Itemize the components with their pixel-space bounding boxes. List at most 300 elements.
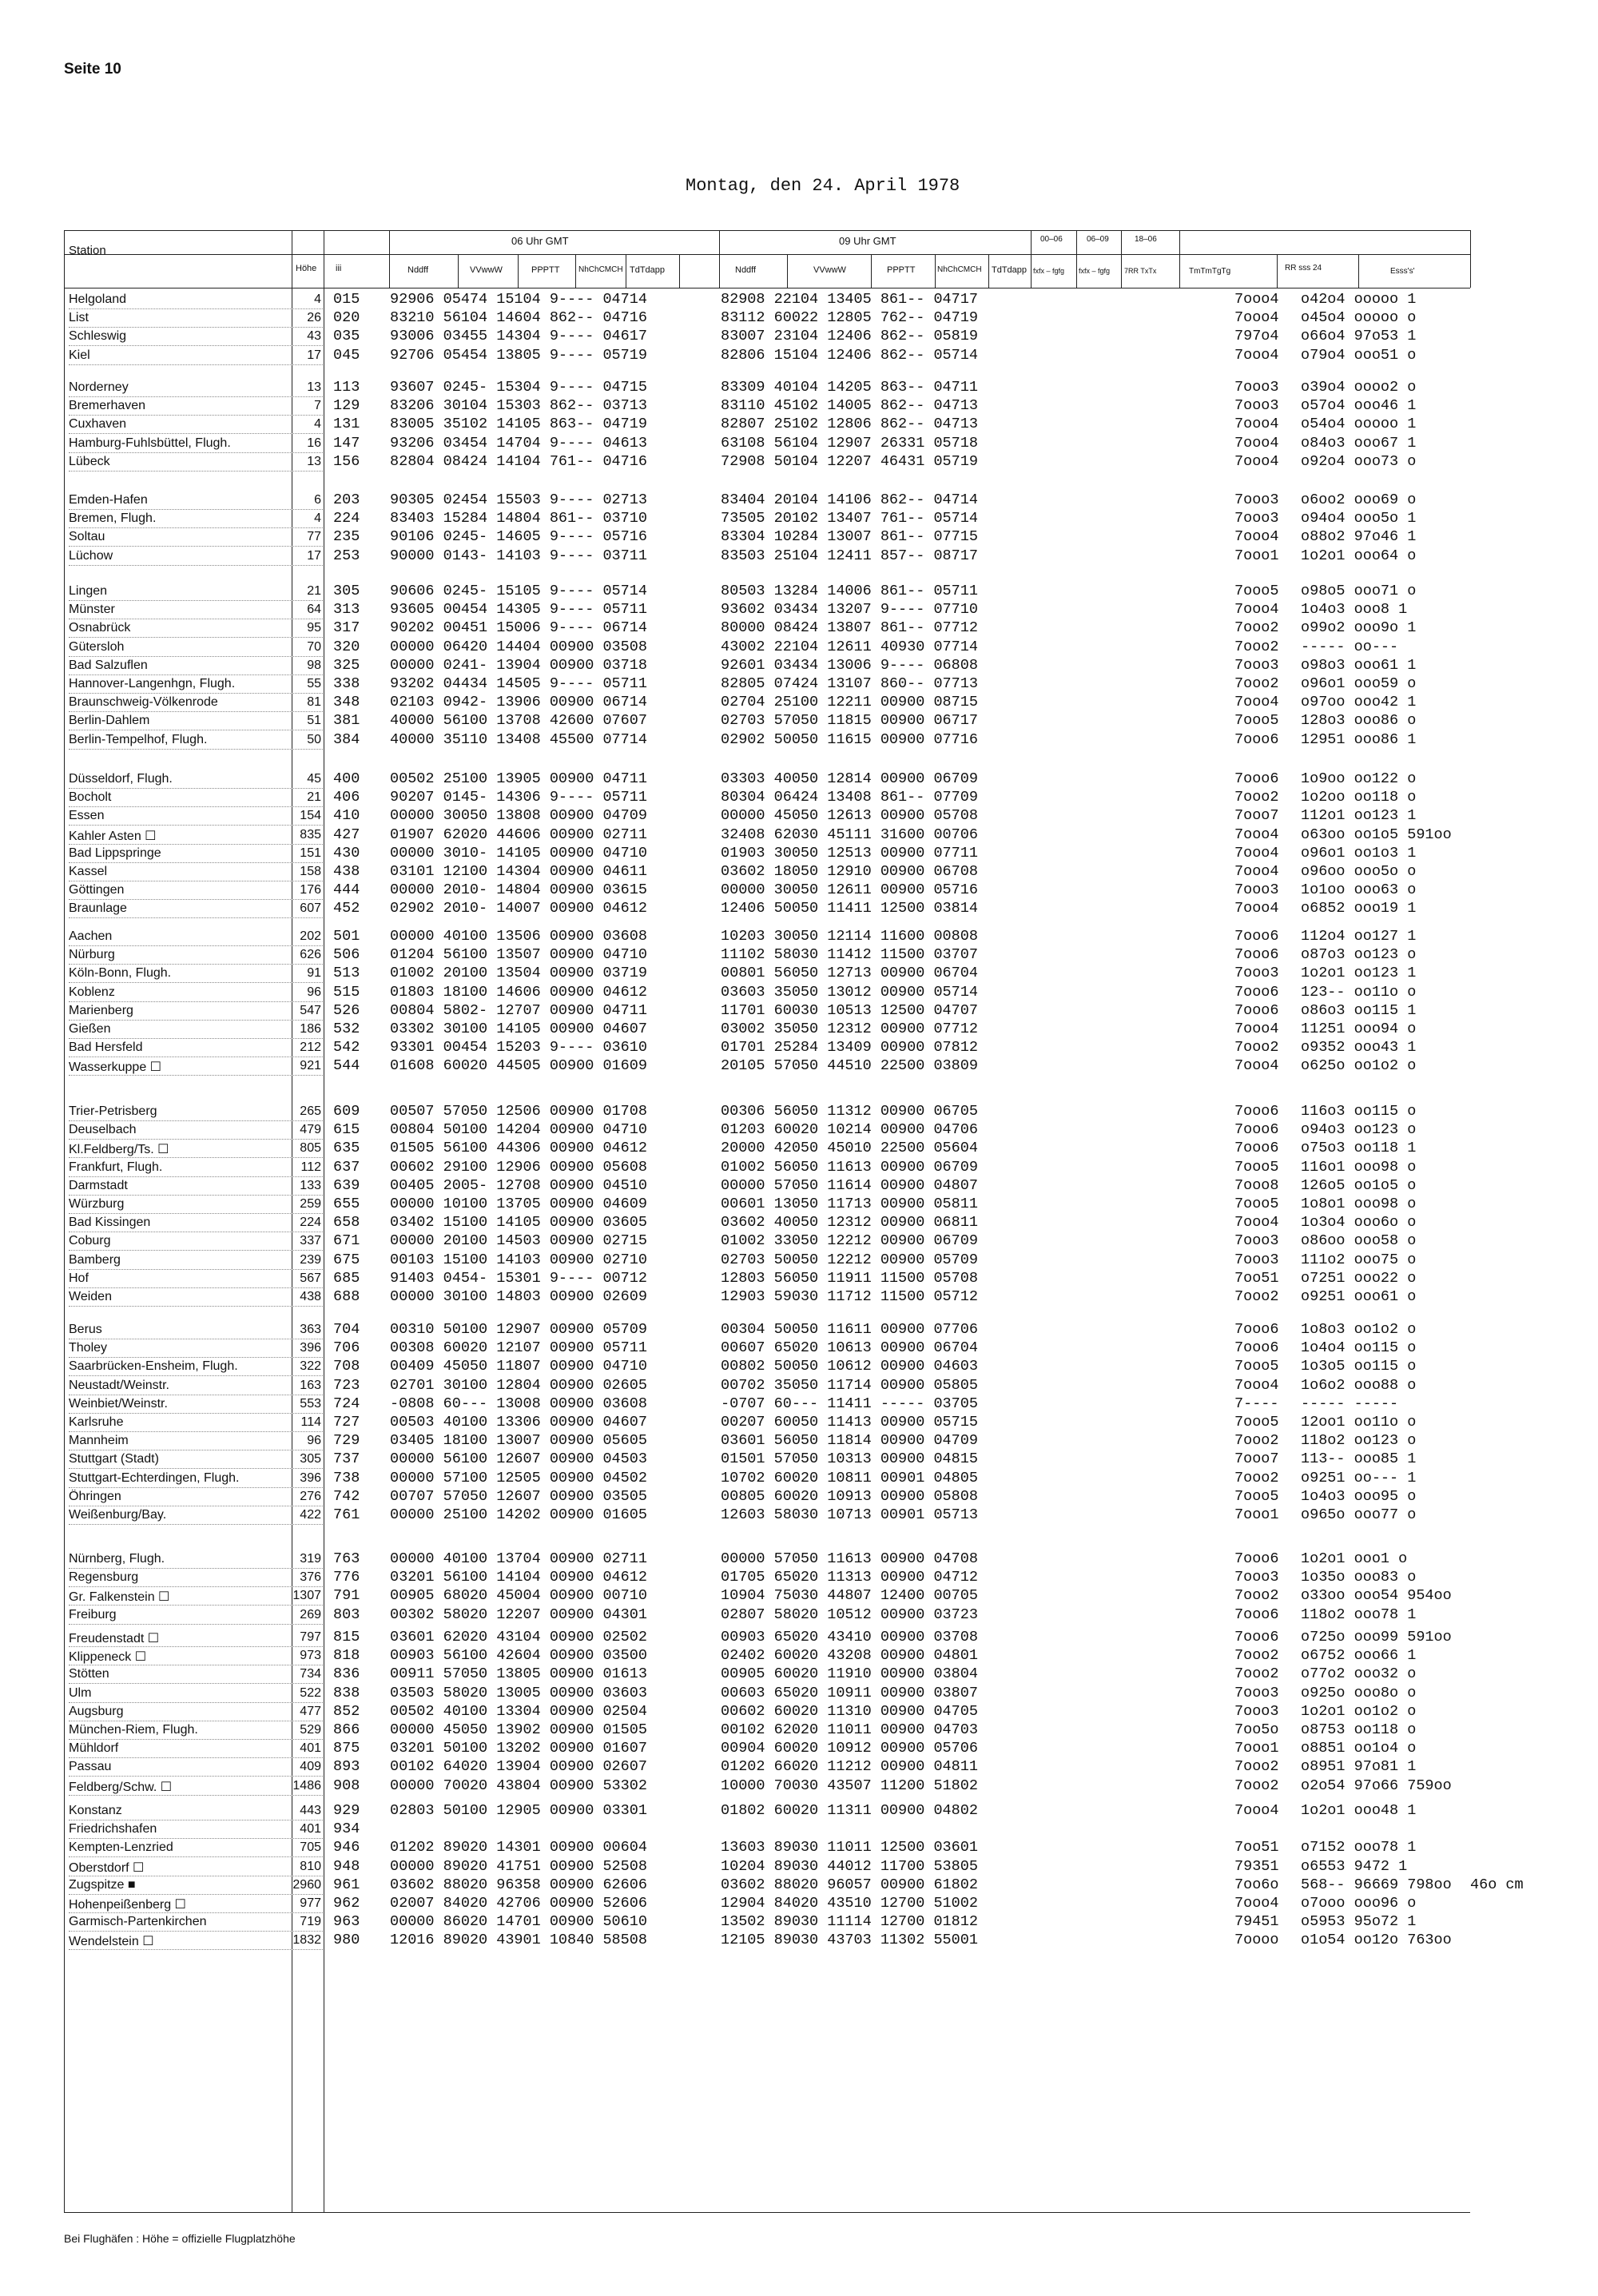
station-hoehe: 163 xyxy=(300,1379,321,1392)
station-name: Lingen xyxy=(69,584,108,598)
table-row xyxy=(0,946,1598,965)
precip-values: 1o8o1 ooo98 o xyxy=(1301,1196,1417,1212)
station-name: Deuselbach xyxy=(69,1123,137,1136)
extreme-temp: 7ooo3 xyxy=(1234,491,1279,508)
extreme-temp: 7ooo4 xyxy=(1234,694,1279,710)
obs-06-gmt: 12016 89020 43901 10840 58508 xyxy=(390,1932,647,1948)
station-name: Stötten xyxy=(69,1667,109,1681)
obs-09-gmt: 63108 56104 12907 26331 05718 xyxy=(721,435,978,452)
obs-09-gmt: 83007 23104 12406 862-- 05819 xyxy=(721,328,978,344)
table-row xyxy=(0,1232,1598,1251)
station-iii: 962 xyxy=(333,1895,360,1912)
obs-06-gmt: 00000 06420 14404 00900 03508 xyxy=(390,639,647,655)
station-hoehe: 438 xyxy=(300,1290,321,1303)
table-row xyxy=(0,1414,1598,1432)
station-iii: 727 xyxy=(333,1414,360,1431)
precip-values: 1o4o3 ooo95 o xyxy=(1301,1488,1417,1505)
precip-values: 112o4 oo127 1 xyxy=(1301,928,1417,945)
obs-06-gmt: 90000 0143- 14103 9---- 03711 xyxy=(390,547,647,564)
station-name: Stuttgart (Stadt) xyxy=(69,1452,159,1466)
station-hoehe: 1307 xyxy=(292,1589,321,1602)
station-hoehe: 319 xyxy=(300,1552,321,1566)
row-dotted-rule xyxy=(69,1075,323,1076)
table-row xyxy=(0,1587,1598,1606)
obs-09-gmt: 80503 13284 14006 861-- 05711 xyxy=(721,583,978,599)
table-row xyxy=(0,416,1598,434)
obs-09-gmt: 10203 30050 12114 11600 00808 xyxy=(721,928,978,945)
extreme-temp: 7ooo6 xyxy=(1234,1606,1279,1623)
station-hoehe: 55 xyxy=(307,677,321,690)
extreme-temp: 7ooo3 xyxy=(1234,1251,1279,1268)
obs-09-gmt: 00607 65020 10613 00900 06704 xyxy=(721,1339,978,1356)
station-hoehe: 212 xyxy=(300,1041,321,1054)
station-hoehe: 96 xyxy=(307,985,321,999)
extreme-temp: 7ooo4 xyxy=(1234,826,1279,843)
obs-09-gmt: 01202 66020 11212 00900 04811 xyxy=(721,1758,978,1775)
obs-06-gmt: 82804 08424 14104 761-- 04716 xyxy=(390,453,647,470)
extreme-temp: 7ooo6 xyxy=(1234,1002,1279,1019)
obs-06-gmt: 93206 03454 14704 9---- 04613 xyxy=(390,435,647,452)
obs-06-gmt: 00000 20100 14503 00900 02715 xyxy=(390,1232,647,1249)
obs-06-gmt: 03402 15100 14105 00900 03605 xyxy=(390,1214,647,1231)
station-iii: 963 xyxy=(333,1913,360,1930)
table-row xyxy=(0,1488,1598,1506)
table-row xyxy=(0,826,1598,845)
station-hoehe: 1832 xyxy=(292,1933,321,1947)
station-name: Berlin-Tempelhof, Flugh. xyxy=(69,733,208,746)
station-hoehe: 337 xyxy=(300,1234,321,1247)
table-row xyxy=(0,928,1598,946)
precip-values: 1o8o3 oo1o2 o xyxy=(1301,1321,1417,1338)
table-row xyxy=(0,1913,1598,1932)
precip-values: o7ooo ooo96 o xyxy=(1301,1895,1417,1912)
station-iii: 384 xyxy=(333,731,360,748)
obs-06-gmt: 00405 2005- 12708 00900 04510 xyxy=(390,1177,647,1194)
precip-values: o96o1 oo1o3 1 xyxy=(1301,845,1417,861)
precip-values: 116o1 ooo98 o xyxy=(1301,1159,1417,1176)
station-name: Emden-Hafen xyxy=(69,493,148,507)
extreme-temp: 7ooo2 xyxy=(1234,1647,1279,1664)
station-iii: 836 xyxy=(333,1665,360,1682)
station-iii: 639 xyxy=(333,1177,360,1194)
obs-09-gmt: 02704 25100 12211 00900 08715 xyxy=(721,694,978,710)
station-name: Bamberg xyxy=(69,1253,121,1267)
station-hoehe: 401 xyxy=(300,1822,321,1836)
extreme-temp: 7ooo6 xyxy=(1234,1339,1279,1356)
header-period-18-06: 18–06 xyxy=(1135,235,1157,244)
station-name: Berus xyxy=(69,1323,102,1336)
table-row xyxy=(0,712,1598,730)
obs-09-gmt: 01203 60020 10214 00900 04706 xyxy=(721,1121,978,1138)
station-hoehe: 259 xyxy=(300,1197,321,1211)
extreme-temp: 7ooo2 xyxy=(1234,1288,1279,1305)
obs-06-gmt: 01002 20100 13504 00900 03719 xyxy=(390,965,647,981)
table-row xyxy=(0,1103,1598,1121)
table-row xyxy=(0,491,1598,510)
station-hoehe: 45 xyxy=(307,772,321,786)
station-name: Augsburg xyxy=(69,1705,124,1718)
table-row xyxy=(0,1740,1598,1758)
station-hoehe: 81 xyxy=(307,695,321,709)
obs-09-gmt: 02402 60020 43208 00900 04801 xyxy=(721,1647,978,1664)
station-hoehe: 977 xyxy=(300,1896,321,1910)
station-iii: 020 xyxy=(333,309,360,326)
extreme-temp: 7ooo2 xyxy=(1234,1665,1279,1682)
station-name: Berlin-Dahlem xyxy=(69,714,150,727)
row-dotted-rule xyxy=(69,982,323,983)
station-hoehe: 529 xyxy=(300,1723,321,1737)
station-iii: 675 xyxy=(333,1251,360,1268)
obs-06-gmt: 00911 57050 13805 00900 01613 xyxy=(390,1665,647,1682)
obs-09-gmt: 00603 65020 10911 00900 03807 xyxy=(721,1685,978,1701)
extreme-temp: 7ooo3 xyxy=(1234,397,1279,414)
station-iii: 738 xyxy=(333,1470,360,1486)
obs-06-gmt: 00000 30050 13808 00900 04709 xyxy=(390,807,647,824)
station-name: Wendelstein ☐ xyxy=(69,1935,154,1948)
extreme-temp: 7ooo6 xyxy=(1234,1550,1279,1567)
station-hoehe: 973 xyxy=(300,1649,321,1662)
obs-09-gmt: 00207 60050 11413 00900 05715 xyxy=(721,1414,978,1431)
obs-09-gmt: 00905 60020 11910 00900 03804 xyxy=(721,1665,978,1682)
row-dotted-rule xyxy=(69,825,323,826)
extreme-temp: 7ooo6 xyxy=(1234,984,1279,1001)
station-iii: 658 xyxy=(333,1214,360,1231)
precip-values: o99o2 ooo9o 1 xyxy=(1301,619,1417,636)
extreme-temp: 797o4 xyxy=(1234,328,1279,344)
obs-09-gmt: 82805 07424 13107 860-- 07713 xyxy=(721,675,978,692)
precip-values: 128o3 ooo86 o xyxy=(1301,712,1417,729)
precip-values: o33oo ooo54 954oo xyxy=(1301,1587,1452,1604)
obs-09-gmt: 02902 50050 11615 00900 07716 xyxy=(721,731,978,748)
table-row xyxy=(0,1932,1598,1950)
station-iii: 313 xyxy=(333,601,360,618)
precip-values: o9251 ooo61 o xyxy=(1301,1288,1417,1305)
station-iii: 400 xyxy=(333,770,360,787)
station-iii: 430 xyxy=(333,845,360,861)
station-hoehe: 133 xyxy=(300,1179,321,1192)
obs-06-gmt: 93607 0245- 15304 9---- 04715 xyxy=(390,379,647,396)
obs-09-gmt: 12803 56050 11911 11500 05708 xyxy=(721,1270,978,1287)
header-td-09: TdTdapp xyxy=(992,265,1028,275)
precip-values: o1o54 oo12o 763oo xyxy=(1301,1932,1452,1948)
precip-values: 568-- 96669 798oo xyxy=(1301,1876,1452,1893)
extreme-temp: 7ooo2 xyxy=(1234,675,1279,692)
station-name: Freiburg xyxy=(69,1608,117,1622)
table-row xyxy=(0,453,1598,472)
obs-06-gmt: 01907 62020 44606 00900 02711 xyxy=(390,826,647,843)
header-fx-1: fxfx – fgfg xyxy=(1033,267,1065,275)
obs-06-gmt: 02007 84020 42706 00900 52606 xyxy=(390,1895,647,1912)
obs-09-gmt: 00306 56050 11312 00900 06705 xyxy=(721,1103,978,1120)
extreme-temp: 7ooo4 xyxy=(1234,347,1279,364)
station-hoehe: 154 xyxy=(300,809,321,822)
obs-09-gmt: 83304 10284 13007 861-- 07715 xyxy=(721,528,978,545)
obs-06-gmt: 01202 89020 14301 00900 00604 xyxy=(390,1839,647,1856)
precip-values: o7152 ooo78 1 xyxy=(1301,1839,1417,1856)
precip-values: 1o35o ooo83 o xyxy=(1301,1569,1417,1586)
obs-06-gmt: 00308 60020 12107 00900 05711 xyxy=(390,1339,647,1356)
obs-06-gmt: 90606 0245- 15105 9---- 05714 xyxy=(390,583,647,599)
extreme-temp: 7ooo4 xyxy=(1234,1802,1279,1819)
extreme-temp: 7ooo5 xyxy=(1234,712,1279,729)
extreme-temp: 7ooo4 xyxy=(1234,291,1279,308)
station-iii: 776 xyxy=(333,1569,360,1586)
extreme-temp: 7ooo6 xyxy=(1234,1629,1279,1645)
obs-06-gmt: 92706 05454 13805 9---- 05719 xyxy=(390,347,647,364)
station-iii: 203 xyxy=(333,491,360,508)
obs-06-gmt: 00000 10100 13705 00900 04609 xyxy=(390,1196,647,1212)
extreme-temp: 7ooo2 xyxy=(1234,619,1279,636)
table-row xyxy=(0,1450,1598,1469)
precip-values: o63oo oo1o5 591oo xyxy=(1301,826,1452,843)
obs-06-gmt: 93006 03455 14304 9---- 04617 xyxy=(390,328,647,344)
precip-values: o7251 ooo22 o xyxy=(1301,1270,1417,1287)
station-iii: 325 xyxy=(333,657,360,674)
station-name: Lübeck xyxy=(69,455,110,468)
precip-values: 1o3o5 oo115 o xyxy=(1301,1358,1417,1375)
extreme-temp: 7ooo6 xyxy=(1234,946,1279,963)
station-iii: 948 xyxy=(333,1858,360,1875)
obs-09-gmt: 80000 08424 13807 861-- 07712 xyxy=(721,619,978,636)
extreme-temp: 7ooo6 xyxy=(1234,1140,1279,1156)
extreme-temp: 7ooo3 xyxy=(1234,1232,1279,1249)
obs-06-gmt: -0808 60--- 13008 00900 03608 xyxy=(390,1395,647,1412)
obs-06-gmt: 00000 3010- 14105 00900 04710 xyxy=(390,845,647,861)
precip-values: o42o4 ooooo 1 xyxy=(1301,291,1417,308)
table-row xyxy=(0,1506,1598,1525)
station-iii: 131 xyxy=(333,416,360,432)
extreme-temp: 7ooo4 xyxy=(1234,309,1279,326)
obs-09-gmt: 93602 03434 13207 9---- 07710 xyxy=(721,601,978,618)
station-name: Cuxhaven xyxy=(69,417,127,431)
row-dotted-rule xyxy=(69,1856,323,1857)
station-name: Neustadt/Weinstr. xyxy=(69,1379,169,1392)
table-row xyxy=(0,1432,1598,1450)
obs-06-gmt: 03302 30100 14105 00900 04607 xyxy=(390,1021,647,1037)
obs-06-gmt: 00507 57050 12506 00900 01708 xyxy=(390,1103,647,1120)
obs-09-gmt: 00805 60020 10913 00900 05808 xyxy=(721,1488,978,1505)
row-dotted-rule xyxy=(69,345,323,346)
extreme-temp: 79451 xyxy=(1234,1913,1279,1930)
obs-06-gmt: 40000 35110 13408 45500 07714 xyxy=(390,731,647,748)
station-iii: 685 xyxy=(333,1270,360,1287)
extreme-temp: 7ooo8 xyxy=(1234,1177,1279,1194)
extreme-temp: 7ooo3 xyxy=(1234,1685,1279,1701)
obs-06-gmt: 83005 35102 14105 863-- 04719 xyxy=(390,416,647,432)
obs-09-gmt: 82806 15104 12406 862-- 05714 xyxy=(721,347,978,364)
station-iii: 866 xyxy=(333,1721,360,1738)
precip-values: 123-- oo11o o xyxy=(1301,984,1417,1001)
station-name: Nürnberg, Flugh. xyxy=(69,1552,165,1566)
station-hoehe: 6 xyxy=(314,493,321,507)
extreme-temp: 7ooo1 xyxy=(1234,547,1279,564)
station-name: Wasserkuppe ☐ xyxy=(69,1060,162,1074)
obs-09-gmt: 01903 30050 12513 00900 07711 xyxy=(721,845,978,861)
obs-09-gmt: 10204 89030 44012 11700 53805 xyxy=(721,1858,978,1875)
row-dotted-rule xyxy=(69,1624,323,1625)
header-nh-06: NhChCMCH xyxy=(578,265,623,274)
precip-values: 126o5 oo1o5 o xyxy=(1301,1177,1417,1194)
station-iii: 438 xyxy=(333,863,360,880)
table-row xyxy=(0,510,1598,528)
station-name: Zugspitze ■ xyxy=(69,1878,136,1892)
extreme-temp: 7oo5o xyxy=(1234,1721,1279,1738)
extreme-temp: 7ooo3 xyxy=(1234,881,1279,898)
station-name: Hamburg-Fuhlsbüttel, Flugh. xyxy=(69,436,231,450)
station-name: Braunschweig-Völkenrode xyxy=(69,695,218,709)
extreme-temp: 7ooo3 xyxy=(1234,510,1279,527)
obs-06-gmt: 02103 0942- 13906 00900 06714 xyxy=(390,694,647,710)
station-hoehe: 363 xyxy=(300,1323,321,1336)
table-row xyxy=(0,1802,1598,1820)
station-name: Essen xyxy=(69,809,105,822)
row-dotted-rule xyxy=(69,1306,323,1307)
table-row xyxy=(0,1820,1598,1839)
station-name: Tholey xyxy=(69,1341,108,1355)
obs-09-gmt: 00903 65020 43410 00900 03708 xyxy=(721,1629,978,1645)
extreme-temp: 7ooo6 xyxy=(1234,1321,1279,1338)
header-station: Station xyxy=(69,244,106,257)
station-name: Bad Lippspringe xyxy=(69,846,161,860)
table-row xyxy=(0,291,1598,309)
station-name: Mühldorf xyxy=(69,1741,119,1755)
table-row xyxy=(0,379,1598,397)
station-hoehe: 4 xyxy=(314,292,321,306)
extreme-temp: 7ooo2 xyxy=(1234,1432,1279,1449)
station-name: Bremerhaven xyxy=(69,399,146,412)
station-iii: 224 xyxy=(333,510,360,527)
extreme-temp: 7ooo2 xyxy=(1234,789,1279,806)
table-row xyxy=(0,789,1598,807)
obs-09-gmt: 10702 60020 10811 00901 04805 xyxy=(721,1470,978,1486)
header-td-06: TdTdapp xyxy=(630,265,666,275)
row-dotted-rule xyxy=(69,1524,323,1525)
extreme-temp: 7ooo4 xyxy=(1234,416,1279,432)
extreme-temp: 7ooo4 xyxy=(1234,1895,1279,1912)
station-name: Passau xyxy=(69,1760,112,1773)
extreme-temp: 7oo51 xyxy=(1234,1270,1279,1287)
table-row xyxy=(0,1470,1598,1488)
station-hoehe: 265 xyxy=(300,1104,321,1118)
station-name: München-Riem, Flugh. xyxy=(69,1723,198,1737)
obs-09-gmt: 00802 50050 10612 00900 04603 xyxy=(721,1358,978,1375)
row-dotted-rule xyxy=(69,364,323,365)
station-iii: 452 xyxy=(333,900,360,917)
obs-09-gmt: 43002 22104 12611 40930 07714 xyxy=(721,639,978,655)
table-row xyxy=(0,639,1598,657)
station-name: Kempten-Lenzried xyxy=(69,1840,173,1854)
precip-values: 118o2 ooo78 1 xyxy=(1301,1606,1417,1623)
table-row xyxy=(0,881,1598,900)
station-iii: 961 xyxy=(333,1876,360,1893)
header-nddff-06: Nddff xyxy=(407,265,429,275)
obs-06-gmt: 00310 50100 12907 00900 05709 xyxy=(390,1321,647,1338)
station-hoehe: 202 xyxy=(300,929,321,943)
precip-values: 1o2o1 ooo48 1 xyxy=(1301,1802,1417,1819)
station-iii: 875 xyxy=(333,1740,360,1757)
station-iii: 609 xyxy=(333,1103,360,1120)
table-row xyxy=(0,1057,1598,1076)
station-iii: 704 xyxy=(333,1321,360,1338)
table-row xyxy=(0,1196,1598,1214)
header-period-00-06: 00–06 xyxy=(1040,235,1063,244)
precip-values: o9251 oo--- 1 xyxy=(1301,1470,1417,1486)
precip-values: 1o4o3 ooo8 1 xyxy=(1301,601,1408,618)
extreme-temp: 7oooo xyxy=(1234,1932,1279,1948)
obs-06-gmt: 00000 30100 14803 00900 02609 xyxy=(390,1288,647,1305)
table-row xyxy=(0,900,1598,918)
station-hoehe: 805 xyxy=(300,1141,321,1155)
obs-06-gmt: 00000 45050 13902 00900 01505 xyxy=(390,1721,647,1738)
obs-09-gmt: 00304 50050 11611 00900 07706 xyxy=(721,1321,978,1338)
obs-09-gmt: 12105 89030 43703 11302 55001 xyxy=(721,1932,978,1948)
obs-06-gmt: 00804 50100 14204 00900 04710 xyxy=(390,1121,647,1138)
extreme-temp: 7ooo4 xyxy=(1234,1057,1279,1074)
obs-06-gmt: 92906 05474 15104 9---- 04714 xyxy=(390,291,647,308)
station-iii: 235 xyxy=(333,528,360,545)
obs-06-gmt: 83210 56104 14604 862-- 04716 xyxy=(390,309,647,326)
obs-09-gmt: 83404 20104 14106 862-- 04714 xyxy=(721,491,978,508)
station-name: Helgoland xyxy=(69,292,127,306)
station-hoehe: 158 xyxy=(300,865,321,878)
obs-06-gmt: 90202 00451 15006 9---- 06714 xyxy=(390,619,647,636)
station-iii: 723 xyxy=(333,1377,360,1394)
header-tmtm: TmTmTgTg xyxy=(1189,267,1231,276)
station-iii: 742 xyxy=(333,1488,360,1505)
extreme-temp: 79351 xyxy=(1234,1858,1279,1875)
precip-values: 112o1 oo123 1 xyxy=(1301,807,1417,824)
precip-values: 1o2o1 ooo1 o xyxy=(1301,1550,1408,1567)
header-vvwww-09: VVwwW xyxy=(813,265,846,275)
obs-06-gmt: 00602 29100 12906 00900 05608 xyxy=(390,1159,647,1176)
station-name: Regensburg xyxy=(69,1570,139,1584)
table-row xyxy=(0,1140,1598,1158)
station-iii: 908 xyxy=(333,1777,360,1794)
obs-06-gmt: 00102 64020 13904 00900 02607 xyxy=(390,1758,647,1775)
station-hoehe: 396 xyxy=(300,1341,321,1355)
station-name: Marienberg xyxy=(69,1004,133,1017)
extreme-temp: 7ooo4 xyxy=(1234,528,1279,545)
station-iii: 852 xyxy=(333,1703,360,1720)
precip-values: o75o3 oo118 1 xyxy=(1301,1140,1417,1156)
station-hoehe: 50 xyxy=(307,733,321,746)
station-hoehe: 835 xyxy=(300,828,321,842)
obs-06-gmt: 03101 12100 14304 00900 04611 xyxy=(390,863,647,880)
extreme-temp: 7ooo4 xyxy=(1234,453,1279,470)
obs-09-gmt: 00904 60020 10912 00900 05706 xyxy=(721,1740,978,1757)
station-iii: 515 xyxy=(333,984,360,1001)
obs-06-gmt: 00000 56100 12607 00900 04503 xyxy=(390,1450,647,1467)
obs-06-gmt: 90305 02454 15503 9---- 02713 xyxy=(390,491,647,508)
station-name: Soltau xyxy=(69,530,105,543)
obs-09-gmt: 00702 35050 11714 00900 05805 xyxy=(721,1377,978,1394)
station-hoehe: 151 xyxy=(300,846,321,860)
station-iii: 348 xyxy=(333,694,360,710)
station-name: Kahler Asten ☐ xyxy=(69,830,157,843)
station-hoehe: 443 xyxy=(300,1804,321,1817)
station-name: Nürburg xyxy=(69,948,115,961)
precip-values: o94o3 oo123 o xyxy=(1301,1121,1417,1138)
table-row xyxy=(0,675,1598,694)
station-name: Koblenz xyxy=(69,985,115,999)
station-name: Gießen xyxy=(69,1022,111,1036)
station-name: Gr. Falkenstein ☐ xyxy=(69,1590,170,1604)
station-hoehe: 1486 xyxy=(292,1779,321,1793)
station-name: Bad Kissingen xyxy=(69,1216,151,1229)
row-dotted-rule xyxy=(69,471,323,472)
station-hoehe: 2960 xyxy=(292,1878,321,1892)
station-hoehe: 607 xyxy=(300,901,321,915)
